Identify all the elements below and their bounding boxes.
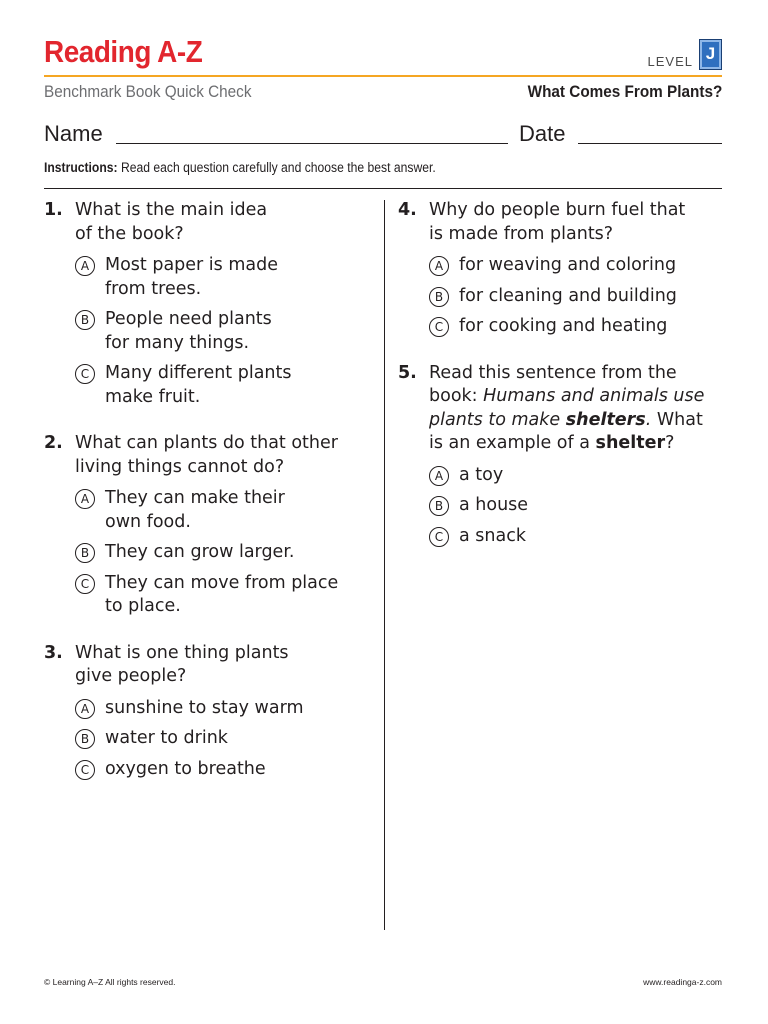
answer-option-a[interactable]: A a toy bbox=[398, 464, 728, 488]
option-bubble-a[interactable]: A bbox=[75, 489, 95, 509]
answer-option-b[interactable]: B water to drink bbox=[44, 727, 374, 751]
vocabulary-word: shelter bbox=[595, 433, 666, 453]
option-bubble-b[interactable]: B bbox=[429, 496, 449, 516]
instructions-text: Read each question carefully and choose the best answer. bbox=[120, 160, 436, 175]
instructions-label: Instructions: bbox=[44, 160, 118, 175]
option-bubble-a[interactable]: A bbox=[75, 699, 95, 719]
header-divider bbox=[44, 75, 722, 77]
name-line[interactable] bbox=[116, 143, 508, 144]
instructions-divider bbox=[44, 188, 722, 189]
option-bubble-a[interactable]: A bbox=[429, 256, 449, 276]
question-text: 3. What is one thing plants give people? bbox=[44, 642, 289, 686]
vocabulary-word: shelters bbox=[565, 409, 646, 430]
question-1 bbox=[44, 199, 374, 409]
answer-option-b[interactable]: B They can grow larger. bbox=[44, 541, 374, 565]
level-badge: J bbox=[699, 39, 722, 70]
left-column bbox=[44, 199, 374, 788]
question-text: 1. What is the main idea of the book? bbox=[44, 200, 268, 244]
question-2 bbox=[44, 432, 374, 619]
question-5 bbox=[398, 362, 728, 549]
level-indicator bbox=[648, 39, 722, 70]
instructions bbox=[44, 160, 436, 175]
copyright-footer: © Learning A–Z All rights reserved. bbox=[44, 977, 176, 987]
reading-az-logo: Reading A-Z bbox=[44, 34, 203, 69]
option-bubble-a[interactable]: A bbox=[75, 256, 95, 276]
option-bubble-c[interactable]: C bbox=[75, 364, 95, 384]
option-bubble-c[interactable]: C bbox=[75, 760, 95, 780]
option-bubble-c[interactable]: C bbox=[429, 527, 449, 547]
book-title: What Comes From Plants? bbox=[527, 82, 722, 101]
date-line[interactable] bbox=[578, 143, 722, 144]
answer-option-c[interactable]: C They can move from place to place. bbox=[44, 572, 374, 619]
date-label: Date bbox=[519, 121, 566, 146]
option-bubble-c[interactable]: C bbox=[75, 574, 95, 594]
answer-option-a[interactable]: A sunshine to stay warm bbox=[44, 697, 374, 721]
option-bubble-a[interactable]: A bbox=[429, 466, 449, 486]
answer-option-c[interactable]: C oxygen to breathe bbox=[44, 758, 374, 782]
answer-option-c[interactable]: C a snack bbox=[398, 525, 728, 549]
name-date-row bbox=[44, 121, 722, 149]
option-bubble-b[interactable]: B bbox=[75, 729, 95, 749]
answer-option-c[interactable]: C Many different plants make fruit. bbox=[44, 362, 374, 409]
option-bubble-b[interactable]: B bbox=[75, 310, 95, 330]
answer-option-b[interactable]: B for cleaning and building bbox=[398, 285, 728, 309]
question-text: 2. What can plants do that other living things cannot do? bbox=[44, 433, 338, 477]
question-number: 2. bbox=[44, 433, 63, 453]
question-4 bbox=[398, 199, 728, 339]
answer-option-b[interactable]: B a house bbox=[398, 494, 728, 518]
answer-option-c[interactable]: C for cooking and heating bbox=[398, 315, 728, 339]
right-column bbox=[398, 199, 728, 555]
option-bubble-b[interactable]: B bbox=[75, 543, 95, 563]
question-text: 4. Why do people burn fuel that is made from plants? bbox=[398, 200, 686, 244]
question-number: 4. bbox=[398, 200, 417, 220]
question-number: 5. bbox=[398, 362, 417, 383]
level-label: LEVEL bbox=[647, 54, 693, 69]
column-divider bbox=[384, 200, 385, 930]
answer-option-a[interactable]: A for weaving and coloring bbox=[398, 254, 728, 278]
question-3 bbox=[44, 642, 374, 782]
option-bubble-b[interactable]: B bbox=[429, 287, 449, 307]
answer-option-a[interactable]: A They can make their own food. bbox=[44, 487, 374, 534]
quick-check-subtitle: Benchmark Book Quick Check bbox=[44, 82, 252, 101]
answer-option-b[interactable]: B People need plants for many things. bbox=[44, 308, 374, 355]
name-label: Name bbox=[44, 121, 103, 146]
question-number: 1. bbox=[44, 200, 63, 220]
question-number: 3. bbox=[44, 642, 63, 663]
question-text: 5. Read this sentence from the book: Humans and animals use plants to make shelters. What is an example of a shelter? bbox=[398, 362, 705, 453]
answer-option-a[interactable]: A Most paper is made from trees. bbox=[44, 254, 374, 301]
option-bubble-c[interactable]: C bbox=[429, 317, 449, 337]
website-footer[interactable]: www.readinga-z.com bbox=[643, 977, 722, 987]
